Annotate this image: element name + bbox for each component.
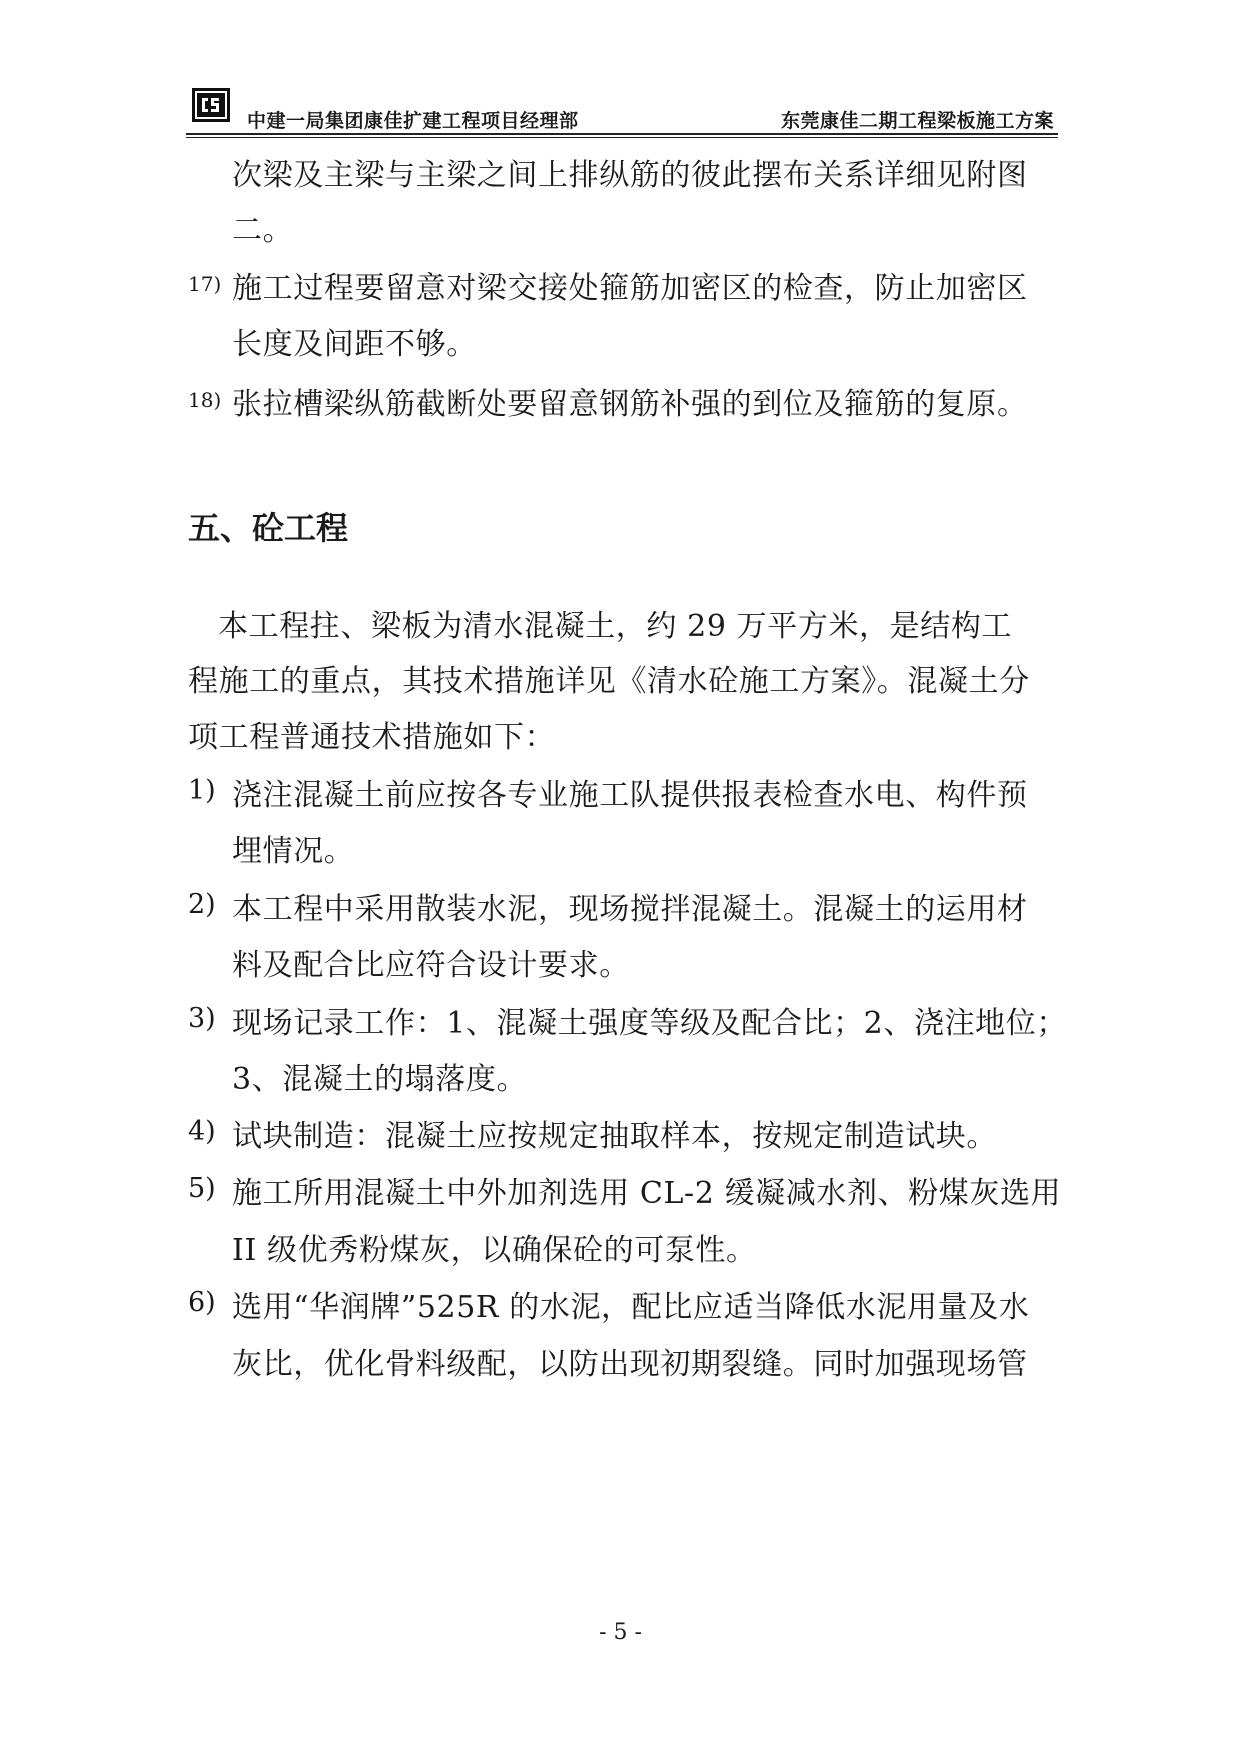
list-item-line: 浇注混凝土前应按各专业施工队提供报表检查水电、构件预 xyxy=(232,778,1028,813)
header-rule-thick xyxy=(186,133,1058,135)
header-org-title: 中建一局集团康佳扩建工程项目经理部 xyxy=(247,110,579,132)
list-item-line: 施工所用混凝土中外加剂选用 CL-2 缓凝减水剂、粉煤灰选用 xyxy=(232,1176,1062,1211)
header-rule-thin xyxy=(186,137,1058,138)
list-item-number: 18) xyxy=(188,388,222,412)
list-item-line: 试块制造：混凝土应按规定抽取样本，按规定制造试块。 xyxy=(232,1119,997,1154)
list-item-line: 埋情况。 xyxy=(232,834,355,869)
list-item-line: 施工过程要留意对梁交接处箍筋加密区的检查，防止加密区 xyxy=(232,271,1028,306)
list-item-line: II 级优秀粉煤灰，以确保砼的可泵性。 xyxy=(232,1233,757,1268)
paragraph-line: 本工程拄、梁板为清水混凝土，约 29 万平方米，是结构工 xyxy=(218,609,1013,644)
list-item-line: 本工程中采用散装水泥，现场搅拌混凝土。混凝土的运用材 xyxy=(232,892,1028,927)
paragraph-line: 二。 xyxy=(232,213,294,248)
list-item-number: 6) xyxy=(188,1287,216,1318)
cscec-logo-icon xyxy=(192,88,230,122)
list-item-line: 张拉槽梁纵筋截断处要留意钢筋补强的到位及箍筋的复原。 xyxy=(232,387,1028,422)
list-item-line: 选用“华润牌”525R 的水泥，配比应适当降低水泥用量及水 xyxy=(232,1290,1030,1325)
list-item-number: 3) xyxy=(188,1003,216,1034)
section-heading: 五、砼工程 xyxy=(188,509,349,547)
paragraph-line: 程施工的重点，其技术措施详见《清水砼施工方案》。混凝土分 xyxy=(188,664,1030,699)
list-item-number: 5) xyxy=(188,1173,216,1204)
list-item-line: 长度及间距不够。 xyxy=(232,327,477,362)
list-item-line: 3、混凝土的塌落度。 xyxy=(232,1062,528,1097)
list-item-number: 4) xyxy=(188,1116,216,1147)
list-item-line: 料及配合比应符合设计要求。 xyxy=(232,948,630,983)
list-item-number: 17) xyxy=(188,272,222,296)
list-item-line: 灰比，优化骨料级配，以防出现初期裂缝。同时加强现场管 xyxy=(232,1347,1028,1382)
paragraph-line: 项工程普通技术措施如下： xyxy=(188,720,556,755)
page-header xyxy=(186,78,1058,140)
list-item-number: 1) xyxy=(188,775,216,806)
list-item-line: 现场记录工作：1、混凝土强度等级及配合比；2、浇注地位； xyxy=(232,1006,1067,1041)
header-doc-title: 东莞康佳二期工程梁板施工方案 xyxy=(780,110,1054,132)
paragraph-line: 次梁及主梁与主梁之间上排纵筋的彼此摆布关系详细见附图 xyxy=(232,158,1028,193)
page-number: - 5 - xyxy=(599,1620,642,1645)
list-item-number: 2) xyxy=(188,889,216,920)
